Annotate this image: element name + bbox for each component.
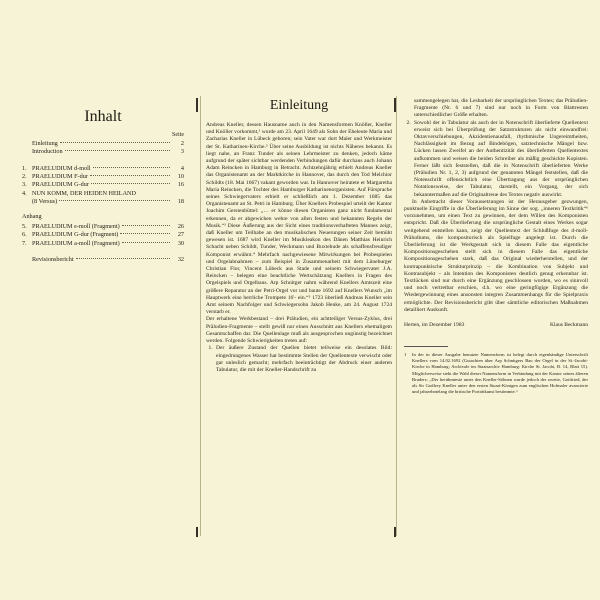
toc-entry[interactable] bbox=[22, 148, 184, 156]
table-of-contents bbox=[22, 140, 184, 264]
paragraph: Der erhaltene Werkbestand – drei Präludien, ein achtteiliger Versus-Zyklus, drei Präludien-Fragmente – stellt gewiß nur einen Ausschnitt aus Knellers ehemaligem Gesamtschaffen dar. Die Quellenlage muß als ausgesprochen ungünstig bezeichnet werden. Folgende Schwierigkeiten treten auf: bbox=[206, 316, 392, 345]
contents-column bbox=[0, 0, 194, 600]
introduction-body bbox=[206, 122, 392, 374]
appendix-heading: Anhang bbox=[22, 212, 42, 220]
footnote bbox=[404, 352, 588, 395]
toc-entry-title: Introduction bbox=[32, 148, 63, 156]
toc-entry-page: 30 bbox=[177, 239, 184, 247]
toc-entry[interactable]: 6. PRAELUDIUM G-dur (Fragment) 27 bbox=[22, 231, 184, 239]
list-item: 2. Sowohl der in Tabulatur als auch der in Notenschrift überlieferte Quellentext erweist sich bei Überprüfung der Satzstrukturen als nicht einwandfrei: Oktavverschiebungen, Akzidentienausfall, rhythmische Ungereimtheiten, Nachlässigkeit im Bezug auf Bindebögen, satztechnische Mängel bzw. Lücken lassen Zweifel an der Authentizität des überlieferten Quellentextes aufkommen und weisen die beiden Schreiber als mäßig geschickte Kopisten. Ferner läßt sich feststellen, daß die in Notenschrift überlieferten Werke (Präludien Nr. 1, 2, 3) aufgrund der genannten Mängel feststellen, daß die Notenschrift offensichtlich eine Übertragung aus der ursprünglichen Notationsweise, der Tabulatur, darstellt, ein Vorgang, der sich bekanntermaßen auf die Originaltreue des Textes negativ auswirkt. bbox=[412, 120, 588, 199]
paragraph: sammengelegen hat, die Lesbarkeit der ursprünglichen Textes; das Präludien-Fragmente (Nr. 6 und 7) sind nur noch in Form von Blattresten unterschiedlicher Größe erhalten. bbox=[414, 98, 588, 119]
toc-entry[interactable]: 3. PRAELUDIUM G-dur 16 bbox=[22, 181, 184, 189]
continuation-column bbox=[398, 0, 600, 600]
signature-line bbox=[404, 322, 588, 328]
toc-entry-page: 4 bbox=[180, 164, 184, 172]
introduction-title: Einleitung bbox=[269, 98, 329, 113]
toc-entry-title: PRAELUDIUM G-dur (Fragment) bbox=[32, 231, 119, 239]
toc-entry-page: 26 bbox=[177, 222, 184, 230]
toc-entry[interactable]: 5. PRAELUDIUM e-moll (Fragment) 26 bbox=[22, 222, 184, 230]
page-column-label: Seite bbox=[172, 132, 184, 138]
list-item: 1. Der äußere Zustand der Quellen bietet teilweise ein desolates Bild: eingedrungenes Wasser hat bestimmte Stellen der Quellentexte verwischt oder gar unleslich gemacht; mehrfach beeinträchtigt der Abdruck einer anderen Tabulatur, die mit der Kneller-Handschrift zu bbox=[214, 345, 392, 374]
toc-entry-page: 3 bbox=[180, 148, 184, 156]
column-marker bbox=[394, 527, 396, 537]
toc-entry-page: 16 bbox=[177, 181, 184, 189]
toc-entry-title: Revisionsbericht bbox=[32, 255, 74, 263]
toc-entry[interactable]: 4. NUN KOMM, DER HEIDEN HEILAND bbox=[22, 189, 136, 197]
column-marker bbox=[394, 98, 396, 112]
toc-entry[interactable] bbox=[22, 140, 184, 148]
column-divider bbox=[396, 96, 397, 536]
toc-entry-title: PRAELUDIUM e-moll (Fragment) bbox=[32, 222, 120, 230]
toc-entry[interactable] bbox=[22, 256, 184, 264]
toc-entry-title: PRAELUDIUM G-dur bbox=[32, 181, 89, 189]
toc-entry-page: 2 bbox=[180, 140, 184, 147]
column-marker bbox=[196, 98, 198, 112]
footnote-text: In der in dieser Ausgabe benutzte Namensform ist belegt durch eigenhändige Unterschrift Knellers vom 14.02.1692 (Gutachten über Arp Schnitgers Bau der Orgel in der St.-Jacobi-Kirche in Hamburg; Archivale im Staatsarchiv Hamburg: Kirche St. Jacobi, B. 14, Blatt 15). Möglicherweise steht die Wahl dieser Namensform in Verbindung mit der Kantor seines älteren Bruders: „Der berühmteste unter den Kneller-Söhnen wurde jedoch der zweite, Gottfried, der als Sir Godfrey Kneller unter den ersten Stuart-Königen zum englischen Hofmaler avancierte und jahrzehntelang die britische Porträtkunst bestimmte.“ bbox=[412, 352, 588, 395]
toc-entry[interactable]: 1. PRAELUDIUM d-moll 4 bbox=[22, 164, 184, 172]
footnote-number: 1 bbox=[404, 352, 407, 358]
toc-entry[interactable]: 7. PRAELUDIUM a-moll (Fragment) 30 bbox=[22, 239, 184, 247]
toc-entry-title: NUN KOMM, DER HEIDEN HEILAND bbox=[32, 189, 136, 197]
toc-entry[interactable]: 2. PRAELUDIUM F-dur 10 bbox=[22, 173, 184, 181]
toc-entry-page: 10 bbox=[177, 173, 184, 181]
toc-entry-subtitle: (8 Versus) 18 bbox=[32, 198, 184, 206]
paragraph: Andreas Kneller, dessen Hausname auch in den Namensformen Knöller, Kneller und Knöller vorkommt,¹ wurde am 23. April 1649 als Sohn der Eheleute Maria und Zacharias Kneller in Lübeck geboren; sein Vater war dort Maler und Werkmeister der St. Katharinen-Kirche.² Über seine Ausbildung ist nichts Näheres bekannt. Es liegt nahe, an Franz Tunder als seinen Lehrmeister zu denken, jedoch käme aufgrund der später sichtbar werdenden Verbindungen dafür durchaus auch Johann Adam Reincken in Hamburg in Betracht. Achtzehnjährig erhielt Andreas Kneller das Organistenamt an der Marktkirche in Hannover, das durch den Tod Melchior Schildts (18. Mai 1667) vakant geworden war. In Hannover heiratete er Margaretha Maria Reincken, die Tochter des Hamburger Katharinenorganisten. Auf Fürsprache seines Schwiegervaters erhielt er schließlich am 1. Dezember 1685 das Organistenamt an St. Petri in Hamburg. Über Knellers Probespiel urteilt der Kantor Joachim Gerstenbüttel: „… er könne diesen Organisten ganz nicht fundamental erkennen, da er abgewichen wehre von allen festen und bekannten Regeln der Musik.“³ Diese Äußerung aus der Sicht eines traditionsverhafteten Mannes zeigt, daß Kneller um Teilhabe an den musikalischen Neuerungen seiner Zeit bemüht gewesen ist. 1687 wird Kneller im Musikleakon des Dänen Matthias Heinrich Schacht neben Schildt, Tunder, Weckmann und Buxtehude als schaffensfreudiger Komponist erwähnt.⁴ Mehrfach nachgewiesene Mitwirkungen bei Probespielen und Orgelabnahmen – zum Beispiel in Zusammenarbeit mit dem Lüneburger Christian Flor, Vincent Lübeck aus Stade und seinem Schwiegervater J.A. Reincken – belegen eine beachtliche Wertschätzung Knellers in Fragen des Orgelspiels und Orgelbaus. Arp Schnitger nahm während Knellers Amtszeit eine größere Reparatur an der Petri-Orgel vor und baute 1692 auf Knellers Wunsch „im Hauptwerk eine herrliche Trompete 16'- ein.“⁵ 1723 überließ Andreas Kneller sein Amt seinem Nachfolger und Schwiegersohn Jakob Henke, am 24. August 1724 verstarb er. bbox=[206, 122, 392, 316]
toc-entry-title: PRAELUDIUM d-moll bbox=[32, 164, 91, 172]
column-marker bbox=[196, 527, 198, 537]
introduction-column bbox=[204, 0, 394, 600]
toc-entry-page: 18 bbox=[177, 198, 184, 206]
toc-entry-title: PRAELUDIUM a-moll (Fragment) bbox=[32, 239, 120, 247]
signature-author: Klaus Beckmann bbox=[549, 322, 588, 329]
continuation-body bbox=[404, 98, 588, 314]
toc-entry-page: 32 bbox=[177, 255, 184, 263]
paragraph: In Anbetracht dieser Voraussetzungen ist der Herausgeber gezwungen, punktuelle Eingriffe in die Überlieferung im Sinne der sog. „inneren Textkritik“⁶ vorzunehmen, um einen Text zu gewinnen, der dem Willen des Komponisten entspricht. Daß die Überlieferung die ursprüngliche Gestalt eines Werkes sogar weitgehend entstellen kann, zeigt der Quellentext der Schlußfuge des d-moll-Präludiums, die kompositorisch als Spielfuge angelegt ist. Durch die Überlieferung ist die Werkgestalt sich in diesem Falle das eigentliche Kompositionsgeschehen stellt sich in diesem Falle das eigentliche Kompositionsgeschehen stark, daß das Original wiederherstellen, und der kontrapunktische Strukturprinzip – die Kombination von Subjekt und Kontrasubjekt – als Intention des Komponisten deutlich genug erkennbar ist. Textlücken sind nur durch eine Ergänzung geschlossen worden, wo es sinnvoll und noch vertretbar erschien, d.h. wo eine geringfügige Ergänzung die Wiedergewinnung eines ansonsten integren Zusammenhangs für die Spielpraxis ermöglichte. Der Revisionsbericht gibt über sämtliche editorischen Maßnahmen detailliert Auskunft. bbox=[404, 198, 588, 313]
footnote-separator bbox=[404, 346, 448, 347]
signature-place-date: Herten, im Dezember 1983 bbox=[404, 322, 465, 329]
toc-entry-title: PRAELUDIUM F-dur bbox=[32, 173, 88, 181]
toc-entry-page: 27 bbox=[177, 231, 184, 239]
column-divider bbox=[200, 96, 201, 536]
contents-title: Inhalt bbox=[84, 108, 122, 125]
toc-entry-title: Einleitung bbox=[32, 140, 58, 147]
